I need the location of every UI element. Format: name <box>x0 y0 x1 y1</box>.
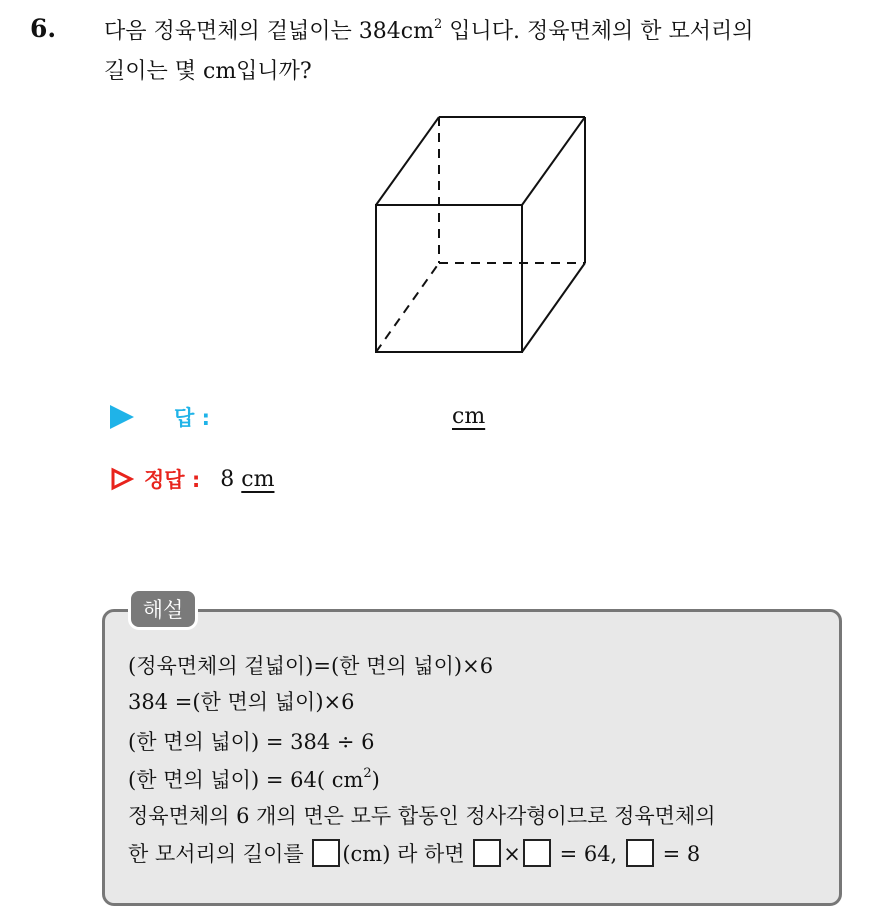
blank-box <box>523 839 551 867</box>
explanation-text-part: (cm) 라 하면 <box>342 842 472 866</box>
explanation-exponent: 2 <box>363 766 372 781</box>
blank-box <box>312 839 340 867</box>
correct-answer-label: 정답 : <box>144 468 201 492</box>
correct-answer-number: 8 <box>220 466 235 492</box>
explanation-line <box>128 838 700 868</box>
explanation-text-part: 한 모서리의 길이를 <box>128 842 311 866</box>
answer-row <box>110 402 210 432</box>
explanation-text-part: × <box>503 842 521 866</box>
explanation-text-part: = 64, <box>552 842 624 866</box>
explanation-line <box>128 764 380 794</box>
answer-label: 답 : <box>174 406 210 430</box>
filled-triangle-right-icon <box>110 405 134 429</box>
explanation-line: 384 =(한 면의 넓이)×6 <box>128 690 355 714</box>
question-text-line1 <box>104 14 753 45</box>
question-exponent: 2 <box>433 17 443 32</box>
explanation-text-part: ) <box>371 768 380 792</box>
cube-diagram <box>360 110 600 360</box>
explanation-line: (정육면체의 겉넓이)=(한 면의 넓이)×6 <box>128 654 494 678</box>
correct-answer-value <box>220 467 274 492</box>
question-text-part: 다음 정육면체의 겉넓이는 384 <box>104 19 401 44</box>
blank-box <box>473 839 501 867</box>
cube-top-left-edge <box>376 117 439 205</box>
outline-triangle-right-icon <box>110 467 134 491</box>
explanation-line: 정육면체의 6 개의 면은 모두 합동인 정사각형이므로 정육면체의 <box>128 804 716 828</box>
question-unit: cm <box>400 19 434 44</box>
question-text-line2: 길이는 몇 cm입니까? <box>104 59 312 84</box>
explanation-text-part: = 8 <box>655 842 701 866</box>
cube-top-right-edge <box>522 117 585 205</box>
explanation-text-part: (한 면의 넓이) = 64( cm <box>128 768 364 792</box>
question-number: 6. <box>30 14 57 43</box>
question-text-part: 입니다. 정육면체의 한 모서리의 <box>442 19 754 44</box>
cube-hidden-diagonal-edge <box>376 263 439 352</box>
correct-answer-unit: cm <box>241 466 275 492</box>
explanation-line: (한 면의 넓이) = 384 ÷ 6 <box>128 730 375 754</box>
explanation-tab: 해설 <box>128 588 198 630</box>
cube-front-face <box>376 205 522 352</box>
answer-unit: cm <box>452 404 486 429</box>
correct-answer-row <box>110 464 274 494</box>
blank-box <box>626 839 654 867</box>
cube-bottom-right-edge <box>522 263 585 352</box>
